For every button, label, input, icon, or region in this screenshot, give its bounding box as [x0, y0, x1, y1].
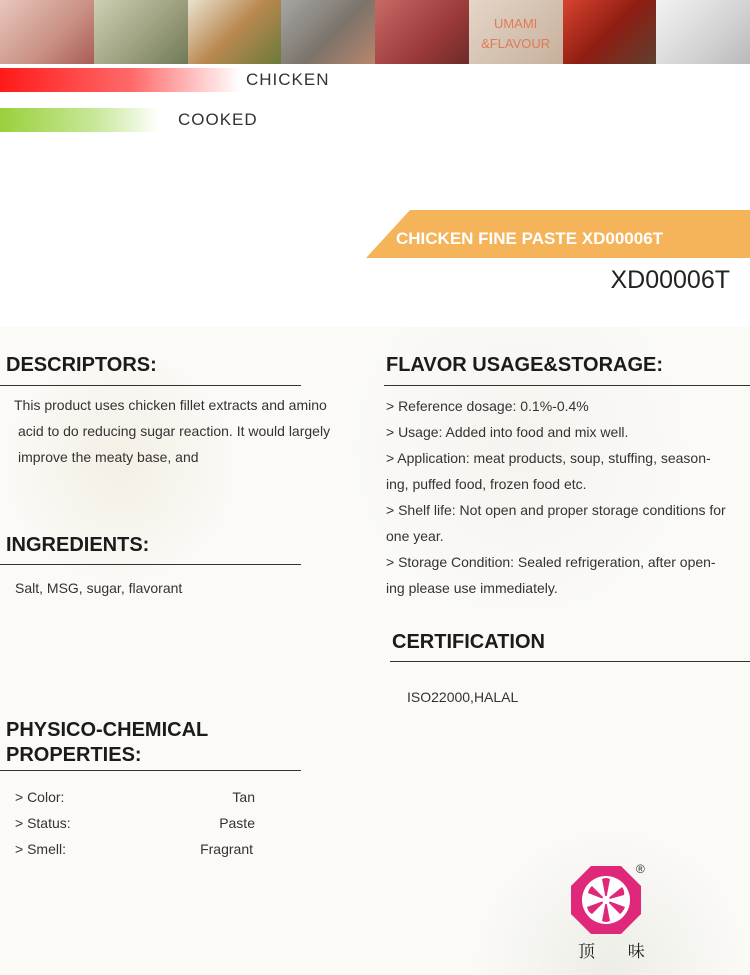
physico-title-line2: PROPERTIES: — [6, 744, 142, 766]
product-code: XD00006T — [610, 266, 730, 294]
descriptors-text — [14, 392, 330, 470]
descriptors-line-2: acid to do reducing sugar reaction. It would largely — [18, 423, 331, 439]
ingredients-title: INGREDIENTS: — [6, 534, 150, 556]
category-label: CHICKEN — [246, 70, 330, 89]
prop-status-label: > Status: — [15, 815, 71, 831]
prop-smell-label: > Smell: — [15, 841, 66, 857]
certification-title: CERTIFICATION — [392, 631, 545, 653]
physico-title — [6, 718, 208, 768]
prop-color-label: > Color: — [15, 789, 65, 805]
banner-tile-powder — [656, 0, 750, 64]
registered-mark: ® — [636, 862, 645, 876]
descriptors-rule — [0, 385, 301, 386]
usage-title: FLAVOR USAGE&STORAGE: — [386, 354, 664, 376]
usage-line-6: one year. — [386, 528, 444, 544]
usage-line-4: ing, puffed food, frozen food etc. — [386, 476, 587, 492]
usage-line-8: ing please use immediately. — [386, 580, 558, 596]
logo-center — [602, 896, 610, 904]
physico-rule — [0, 770, 301, 771]
usage-line-3: > Application: meat products, soup, stuffing, season- — [386, 450, 711, 466]
brand-logo-icon — [570, 865, 642, 935]
brand-name: 顶 味 — [578, 942, 659, 961]
usage-line-7: > Storage Condition: Sealed refrigeration, after open- — [386, 554, 716, 570]
prop-smell-value: Fragrant — [200, 841, 253, 857]
physico-title-line1: PHYSICO-CHEMICAL — [6, 719, 209, 741]
banner-tile-meat — [375, 0, 469, 64]
ingredients-text: Salt, MSG, sugar, flavorant — [15, 580, 183, 596]
banner-tile-sheep — [94, 0, 188, 64]
banner-caption-line2: &FLAVOUR — [481, 36, 551, 51]
descriptors-line-3: improve the meaty base, and — [18, 449, 199, 465]
prop-status-value: Paste — [219, 815, 255, 831]
descriptors-title: DESCRIPTORS: — [6, 354, 157, 376]
banner-tile-seafood — [281, 0, 375, 64]
type-label: COOKED — [178, 110, 258, 129]
banner-tile-pig — [0, 0, 94, 64]
usage-line-2: > Usage: Added into food and mix well. — [386, 424, 629, 440]
usage-line-5: > Shelf life: Not open and proper storage conditions for — [386, 502, 726, 518]
banner-tile-chili — [563, 0, 657, 64]
descriptors-line-1: This product uses chicken fillet extracts and amino — [14, 397, 327, 413]
usage-text — [386, 393, 726, 601]
banner-caption-line1: UMAMI — [493, 16, 538, 31]
certification-text: ISO22000,HALAL — [407, 689, 519, 705]
banner-caption — [469, 14, 563, 54]
usage-line-1: > Reference dosage: 0.1%-0.4% — [386, 398, 589, 414]
type-bar — [0, 108, 160, 132]
prop-color-value: Tan — [232, 789, 255, 805]
banner-tile-poultry — [188, 0, 282, 64]
banner-tile-umami — [469, 0, 563, 64]
product-name: CHICKEN FINE PASTE XD00006T — [396, 229, 664, 248]
category-bar — [0, 68, 240, 92]
ingredients-rule — [0, 564, 301, 565]
usage-rule — [384, 385, 750, 386]
certification-rule — [390, 661, 750, 662]
photo-banner — [0, 0, 750, 64]
